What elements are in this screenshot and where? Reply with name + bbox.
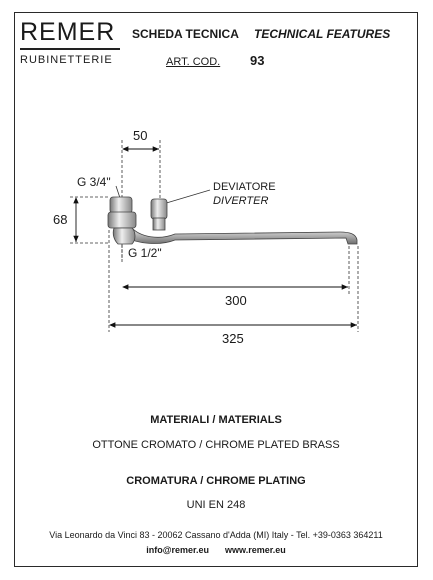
footer-contacts xyxy=(14,545,418,555)
dimension-68-label: 68 xyxy=(53,212,68,227)
dimension-325-label: 325 xyxy=(222,331,244,346)
brand-subtitle: RUBINETTERIE xyxy=(20,54,113,66)
footer-email-link[interactable]: info@remer.eu xyxy=(146,545,210,555)
dimension-50-label: 50 xyxy=(133,128,148,143)
diverter-label-it: DEVIATORE xyxy=(213,181,276,193)
brand-logo: REMER xyxy=(20,18,116,46)
footer-website-link[interactable]: www.remer.eu xyxy=(225,545,286,555)
thread-in-label: G 3/4" xyxy=(77,175,111,189)
diverter-label-en: DIVERTER xyxy=(213,195,269,207)
article-code-value: 93 xyxy=(250,53,265,68)
title-english: TECHNICAL FEATURES xyxy=(254,27,391,41)
article-code-label: ART. COD. xyxy=(166,56,221,68)
diverter-leader xyxy=(163,190,210,204)
thread-out-label: G 1/2" xyxy=(128,246,162,260)
materials-value: OTTONE CROMATO / CHROME PLATED BRASS xyxy=(92,439,340,451)
title-italian: SCHEDA TECNICA xyxy=(132,27,239,41)
footer-address: Via Leonardo da Vinci 83 - 20062 Cassano d'Adda (MI) Italy - Tel. +39-0363 364211 xyxy=(49,530,383,540)
thread-in-leader xyxy=(116,186,120,198)
plating-value: UNI EN 248 xyxy=(186,499,246,511)
dimension-300-label: 300 xyxy=(225,293,247,308)
materials-title: MATERIALI / MATERIALS xyxy=(150,414,282,426)
dimension-68 xyxy=(70,197,108,243)
plating-title: CROMATURA / CHROME PLATING xyxy=(126,475,306,487)
